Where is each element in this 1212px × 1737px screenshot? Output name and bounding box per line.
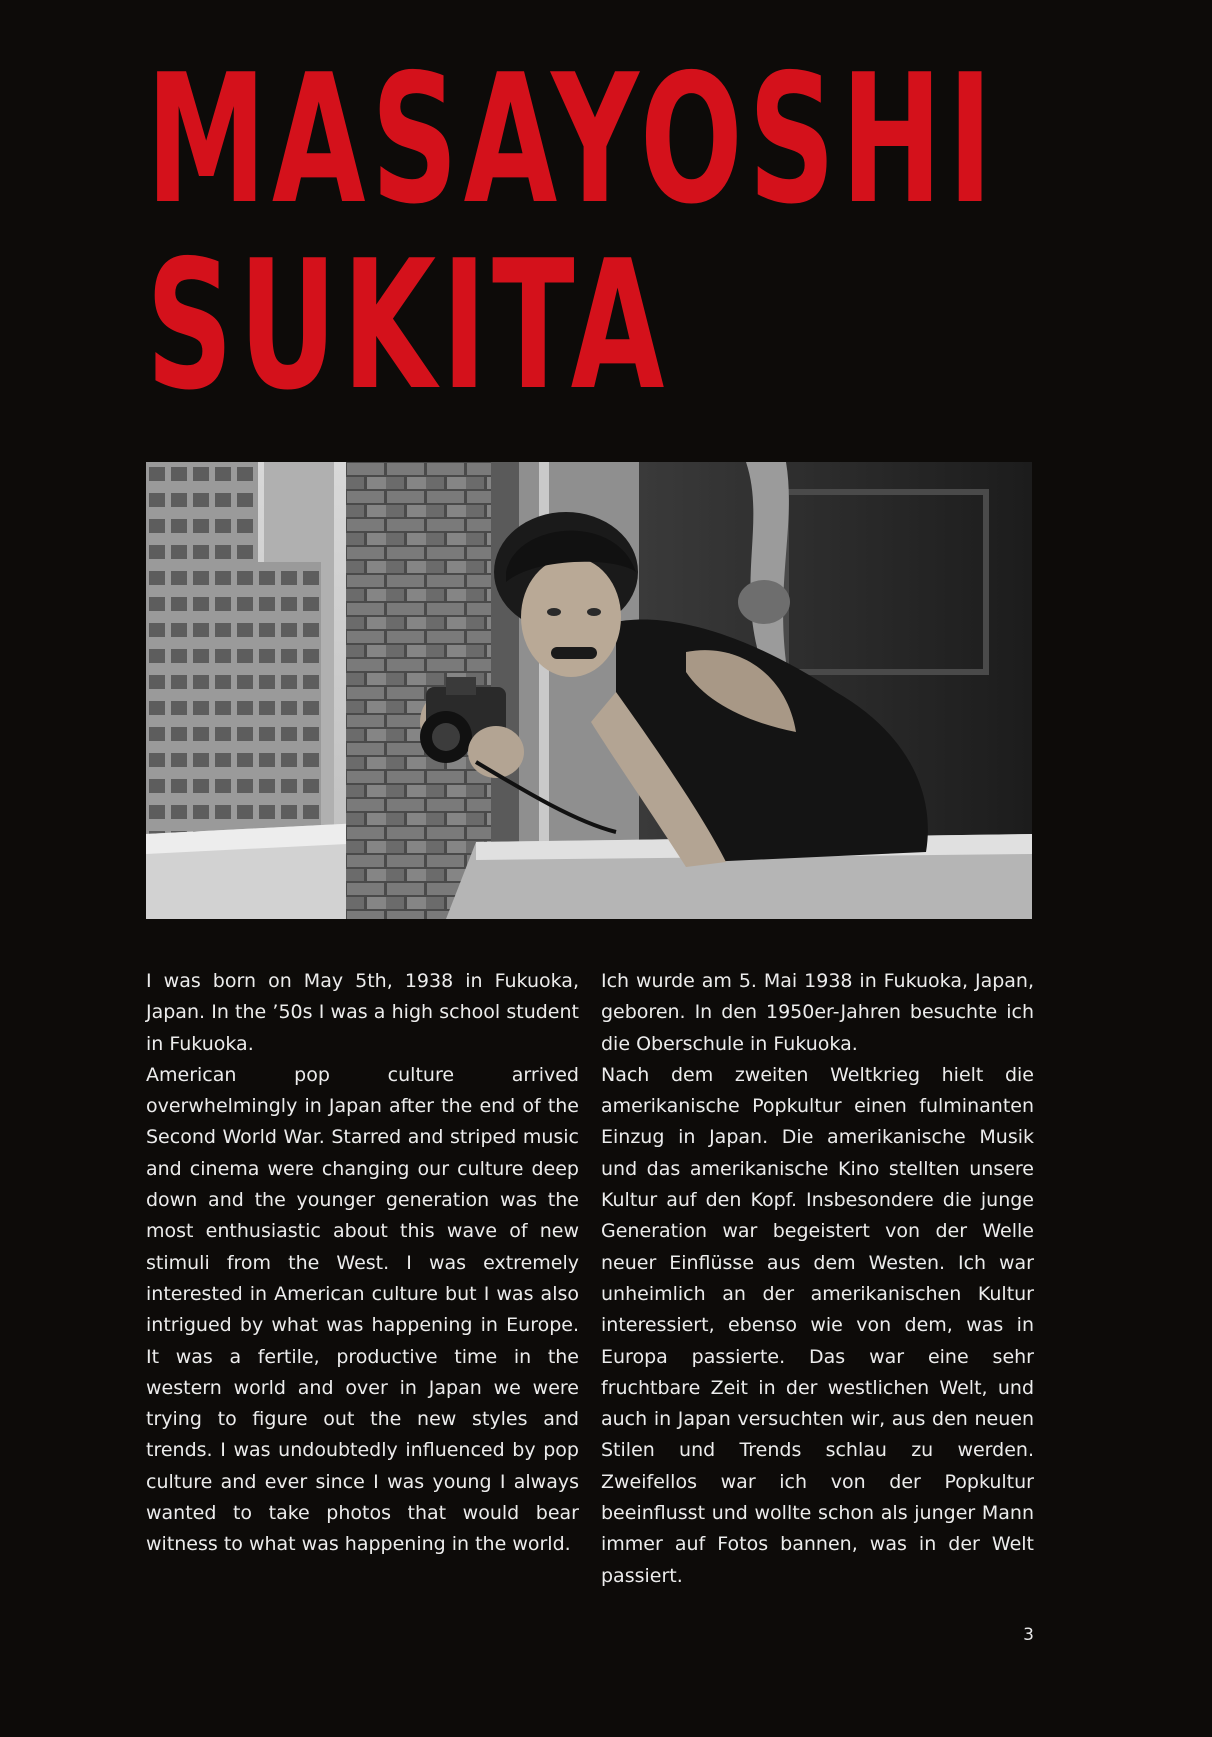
photograph-man-with-camera-icon (146, 462, 1032, 919)
english-paragraph-birth: I was born on May 5th, 1938 in Fukuoka, Japan. In the ’50s I was a high school student in Fukuoka. (146, 970, 579, 1055)
title-line-first-name: MASAYOSHI (146, 36, 999, 243)
page-title (146, 36, 1066, 434)
german-paragraph-pop-culture: Nach dem zweiten Weltkrieg hielt die amerikanische Popkultur einen fulminanten Einzug in Japan. Die amerikanische Musik und das amerikanische Kino stellten unsere Kultur auf den Kopf. Insbesondere die junge Generation war begeistert von der Welle neuer Einflüsse aus dem Westen. Ich war unheimlich an der amerikanischen Kultur interessiert, ebenso wie von dem, was in Europa passierte. Das war eine sehr fruchtbare Zeit in der westlichen Welt, und auch in Japan versuchten wir, aus den neuen Stilen und Trends schlau zu werden. Zweifellos war ich von der Popkultur beeinflusst und wollte schon als junger Mann immer auf Fotos bannen, was in der Welt passiert. (601, 1063, 1034, 1587)
english-paragraph-pop-culture: American pop culture arrived overwhelmingly in Japan after the end of the Second World War. Starred and striped music and cinema were changing our culture deep down and the younger generation was the most enthusiastic about this wave of new stimuli from the West. I was extremely interested in American culture but I was also intrigued by what was happening in Europe. It was a fertile, productive time in the western world and over in Japan we were trying to figure out the new styles and trends. I was undoubtedly influenced by pop culture and ever since I was young I always wanted to take photos that would bear witness to what was happening in the world. (146, 1063, 579, 1556)
english-text-column (146, 966, 579, 1561)
photograph (146, 462, 1032, 919)
title-line-last-name: SUKITA (146, 222, 670, 429)
german-paragraph-birth: Ich wurde am 5. Mai 1938 in Fukuoka, Japan, geboren. In den 1950er-Jahren besuchte ich die Oberschule in Fukuoka. (601, 970, 1034, 1055)
german-text-column (601, 966, 1034, 1592)
page-number: 3 (1023, 1625, 1034, 1645)
